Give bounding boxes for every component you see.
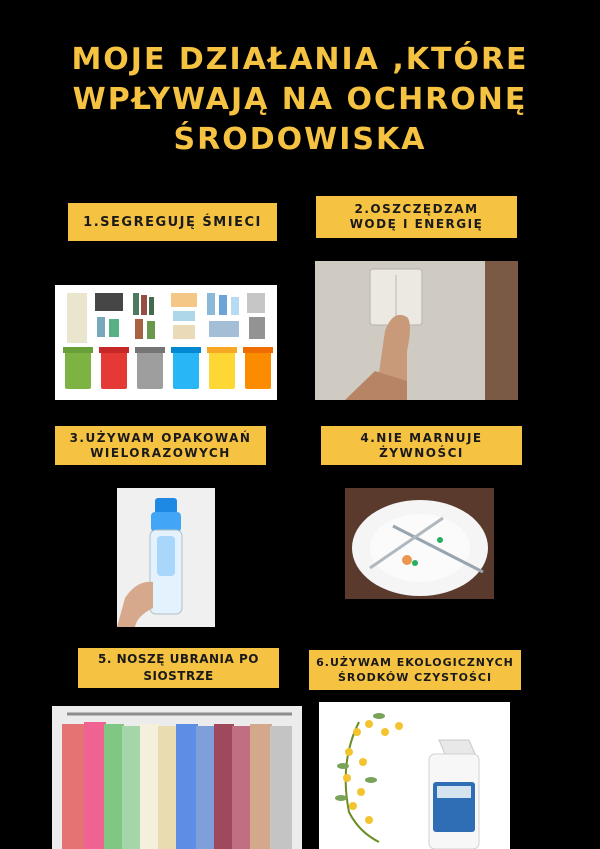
plate-image: [345, 488, 494, 599]
item-5-label: [78, 648, 279, 688]
title-line-1: MOJE DZIAŁANIA ,KTÓRE: [71, 42, 529, 77]
item-4-text-line2: ŻYWNOŚCI: [379, 445, 464, 460]
cleaning-spray-image: [319, 702, 510, 849]
item-5-text-line2: SIOSTRZE: [143, 669, 214, 683]
light-switch-image: [315, 261, 518, 400]
item-4-label: [321, 426, 522, 465]
poster-title: [0, 40, 600, 160]
title-line-3: ŚRODOWISKA: [173, 122, 427, 157]
item-4-text-line1: 4.NIE MARNUJE: [360, 430, 483, 445]
item-1-label: [68, 203, 277, 241]
reusable-bottle-image: [117, 488, 215, 627]
title-line-2: WPŁYWAJĄ NA OCHRONĘ: [72, 82, 528, 117]
item-3-text-line2: WIELORAZOWYCH: [90, 445, 231, 460]
item-3-text-line1: 3.UŻYWAM OPAKOWAŃ: [69, 430, 252, 445]
clothes-rack-image: [52, 706, 302, 849]
item-2-text-line1: 2.OSZCZĘDZAM: [354, 202, 479, 216]
item-6-text-line2: ŚRODKÓW CZYSTOŚCI: [337, 671, 493, 684]
item-1-text: 1.SEGREGUJĘ ŚMIECI: [83, 214, 262, 230]
item-2-label: [316, 196, 517, 238]
item-5-text-line1: 5. NOSZĘ UBRANIA PO: [98, 652, 259, 666]
item-2-text-line2: WODĘ I ENERGIĘ: [349, 217, 484, 231]
recycling-bins-image: [55, 285, 277, 400]
item-6-text-line1: 6.UŻYWAM EKOLOGICZNYCH: [316, 656, 514, 669]
item-6-label: [309, 650, 521, 690]
item-3-label: [55, 426, 266, 465]
